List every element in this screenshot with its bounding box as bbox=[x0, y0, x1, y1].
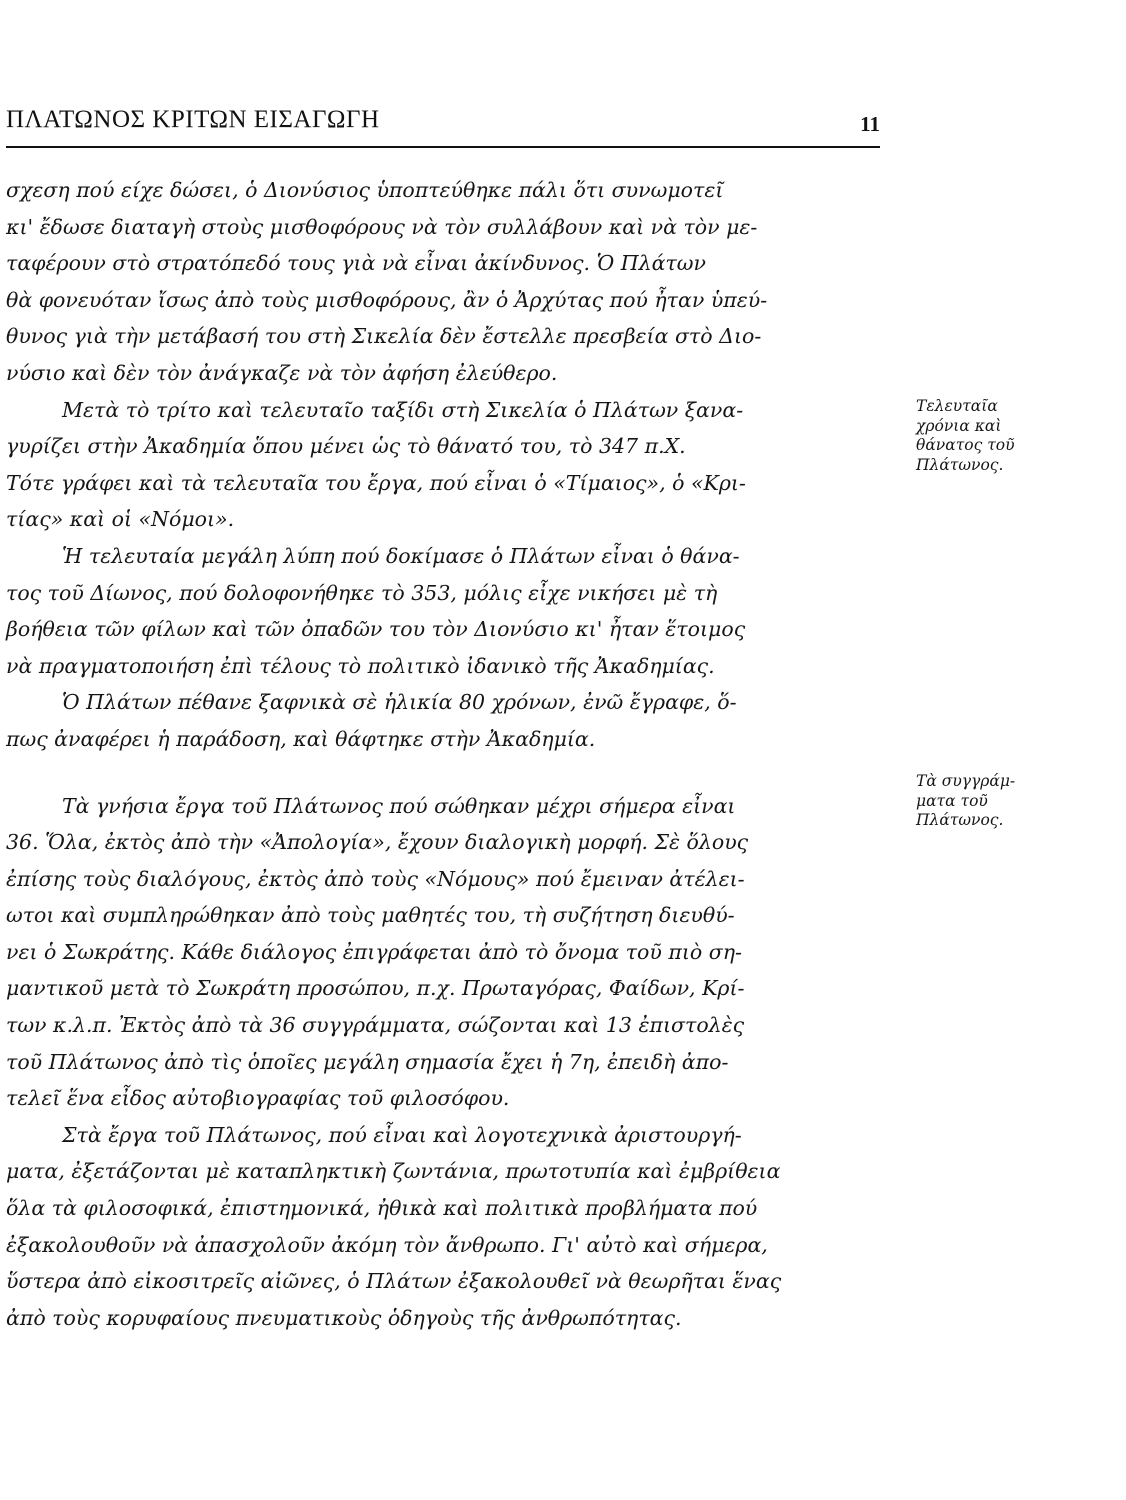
text-line: τελεῖ ἕνα εἶδος αὐτοβιογραφίας τοῦ φιλοσόφου. bbox=[6, 1086, 510, 1111]
text-line: νει ὁ Σωκράτης. Κάθε διάλογος ἐπιγράφεται ἀπὸ τὸ ὄνομα τοῦ πιὸ ση- bbox=[6, 939, 742, 964]
text-line: Τότε γράφει καὶ τὰ τελευταῖα του ἔργα, πού εἶναι ὁ «Τίμαιος», ὁ «Κρι- bbox=[6, 470, 746, 495]
running-title: ΠΛΑΤΩΝΟΣ ΚΡΙΤΩΝ ΕΙΣΑΓΩΓΗ bbox=[6, 106, 380, 133]
text-line: ὅλα τὰ φιλοσοφικά, ἐπιστημονικά, ἠθικὰ καὶ πολιτικὰ προβλήματα πού bbox=[6, 1196, 758, 1221]
text-line: πως ἀναφέρει ἡ παράδοση, καὶ θάφτηκε στὴν Ἀκαδημία. bbox=[6, 726, 596, 751]
text-line: τος τοῦ Δίωνος, πού δολοφονήθηκε τὸ 353, μόλις εἶχε νικήσει μὲ τὴ bbox=[6, 580, 718, 605]
margin-note-line: Τὰ συγγράμ- bbox=[916, 772, 1016, 790]
text-line: τίας» καὶ οἱ «Νόμοι». bbox=[6, 507, 235, 532]
text-line: γυρίζει στὴν Ἀκαδημία ὅπου μένει ὡς τὸ θάνατό του, τὸ 347 π.Χ. bbox=[6, 434, 686, 459]
text-line: σχεση πού είχε δώσει, ὁ Διονύσιος ὑποπτεύθηκε πάλι ὅτι συνωμοτεῖ bbox=[6, 178, 724, 202]
text-line: νὰ πραγματοποιήση ἐπὶ τέλους τὸ πολιτικὸ ἰδανικὸ τῆς Ἀκαδημίας. bbox=[6, 653, 715, 678]
text-line: θυνος γιὰ τὴν μετάβασή του στὴ Σικελία δὲν ἔστελλε πρεσβεία στὸ Διο- bbox=[6, 324, 762, 349]
text-line: ἐξακολουθοῦν νὰ ἀπασχολοῦν ἀκόμη τὸν ἄνθρωπο. Γι' αὐτὸ καὶ σήμερα, bbox=[6, 1232, 768, 1257]
text-line: Τὰ γνήσια ἔργα τοῦ Πλάτωνος πού σώθηκαν μέχρι σήμερα εἶναι bbox=[62, 793, 736, 818]
text-block-plato-last-years bbox=[6, 172, 880, 758]
text-line: ὕστερα ἀπὸ εἰκοσιτρεῖς αἰῶνες, ὁ Πλάτων ἐξακολουθεῖ νὰ θεωρῆται ἕνας bbox=[6, 1269, 782, 1294]
margin-note-line: Τελευταῖα bbox=[916, 397, 998, 415]
text-line: ἐπίσης τοὺς διαλόγους, ἐκτὸς ἀπὸ τοὺς «Νόμους» πού ἔμειναν ἀτέλει- bbox=[6, 866, 745, 891]
text-line: θὰ φονευόταν ἴσως ἀπὸ τοὺς μισθοφόρους, ἂν ὁ Ἀρχύτας πού ἦταν ὑπεύ- bbox=[6, 287, 768, 312]
text-line: νύσιο καὶ δὲν τὸν ἀνάγκαζε νὰ τὸν ἀφήση ἐλεύθερο. bbox=[6, 360, 558, 385]
text-line: των κ.λ.π. Ἐκτὸς ἀπὸ τὰ 36 συγγράμματα, σώζονται καὶ 13 ἐπιστολὲς bbox=[6, 1013, 745, 1038]
margin-note-last-years bbox=[916, 397, 1116, 475]
margin-note-line: Πλάτωνος. bbox=[916, 811, 1004, 829]
text-line: ωτοι καὶ συμπληρώθηκαν ἀπὸ τοὺς μαθητές του, τὴ συζήτηση διευθύ- bbox=[6, 903, 735, 928]
page-number: 11 bbox=[860, 112, 880, 136]
text-line: ἀπὸ τοὺς κορυφαίους πνευματικοὺς ὁδηγοὺς τῆς ἀνθρωπότητας. bbox=[6, 1305, 682, 1330]
text-block-plato-works bbox=[6, 788, 880, 1337]
margin-note-line: θάνατος τοῦ bbox=[916, 436, 1015, 454]
text-line: βοήθεια τῶν φίλων καὶ τῶν ὀπαδῶν του τὸν Διονύσιο κι' ἦταν ἕτοιμος bbox=[6, 617, 746, 642]
text-line: Μετὰ τὸ τρίτο καὶ τελευταῖο ταξίδι στὴ Σικελία ὁ Πλάτων ξανα- bbox=[62, 397, 744, 422]
text-line: Στὰ ἔργα τοῦ Πλάτωνος, πού εἶναι καὶ λογοτεχνικὰ ἀριστουργή- bbox=[62, 1122, 742, 1147]
margin-note-works bbox=[916, 772, 1116, 831]
running-header bbox=[6, 106, 880, 148]
text-line: Ὁ Πλάτων πέθανε ξαφνικὰ σὲ ἡλικία 80 χρόνων, ἐνῶ ἔγραφε, ὅ- bbox=[62, 690, 737, 715]
text-line: κι' ἔδωσε διαταγὴ στοὺς μισθοφόρους νὰ τὸν συλλάβουν καὶ νὰ τὸν με- bbox=[6, 214, 758, 239]
text-line: ταφέρουν στὸ στρατόπεδό τους γιὰ νὰ εἶναι ἀκίνδυνος. Ὁ Πλάτων bbox=[6, 251, 706, 276]
paragraph-gap bbox=[6, 758, 880, 788]
body-text bbox=[6, 172, 880, 1336]
text-line: Ἡ τελευταία μεγάλη λύπη πού δοκίμασε ὁ Πλάτων εἶναι ὁ θάνα- bbox=[62, 543, 740, 568]
margin-note-line: χρόνια καὶ bbox=[916, 416, 1002, 435]
text-line: ματα, ἐξετάζονται μὲ καταπληκτικὴ ζωντάνια, πρωτοτυπία καὶ ἐμβρίθεια bbox=[6, 1159, 781, 1184]
margin-note-line: ματα τοῦ bbox=[916, 791, 988, 810]
margin-note-line: Πλάτωνος. bbox=[916, 455, 1004, 474]
text-line: μαντικοῦ μετὰ τὸ Σωκράτη προσώπου, π.χ. Πρωταγόρας, Φαίδων, Κρί- bbox=[6, 976, 745, 1001]
text-line: τοῦ Πλάτωνος ἀπὸ τὶς ὁποῖες μεγάλη σημασία ἔχει ἡ 7η, ἐπειδὴ ἀπο- bbox=[6, 1049, 729, 1074]
text-line: 36. Ὅλα, ἐκτὸς ἀπὸ τὴν «Ἀπολογία», ἔχουν διαλογικὴ μορφή. Σὲ ὅλους bbox=[6, 830, 749, 855]
